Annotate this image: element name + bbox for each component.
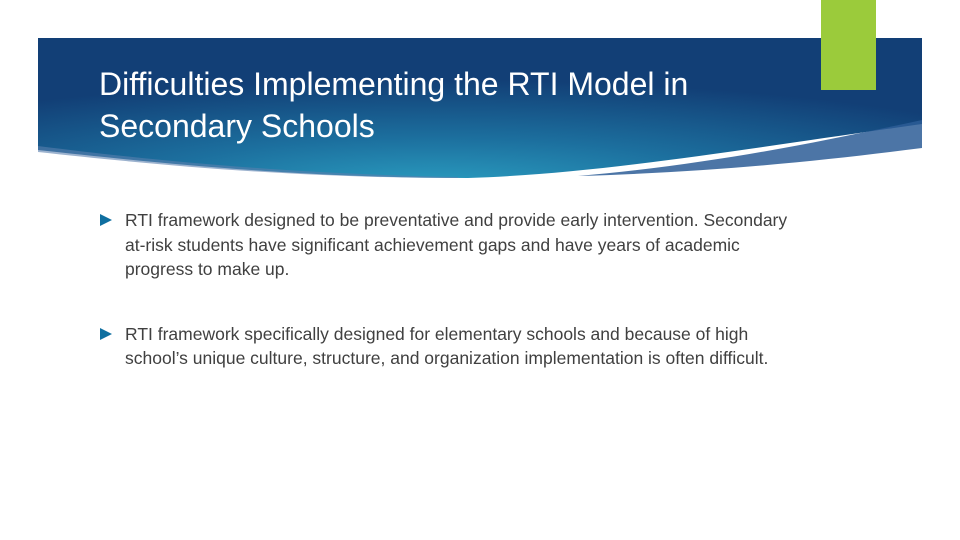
bullet-item (100, 322, 800, 371)
triangle-bullet-icon (100, 214, 112, 226)
bullet-text: RTI framework designed to be preventative and provide early intervention. Secondary at-risk students have significant achievement gaps and have years of academic progress to make up. (125, 210, 788, 279)
bullet-text: RTI framework specifically designed for elementary schools and because of high school’s unique culture, structure, and organization implementation is often difficult. (125, 323, 769, 368)
bullet-item (100, 208, 800, 282)
triangle-bullet-icon (100, 328, 112, 340)
slide-title: Difficulties Implementing the RTI Model in Secondary Schools (99, 66, 689, 144)
bullet-list (100, 208, 800, 411)
accent-bar (821, 0, 876, 90)
